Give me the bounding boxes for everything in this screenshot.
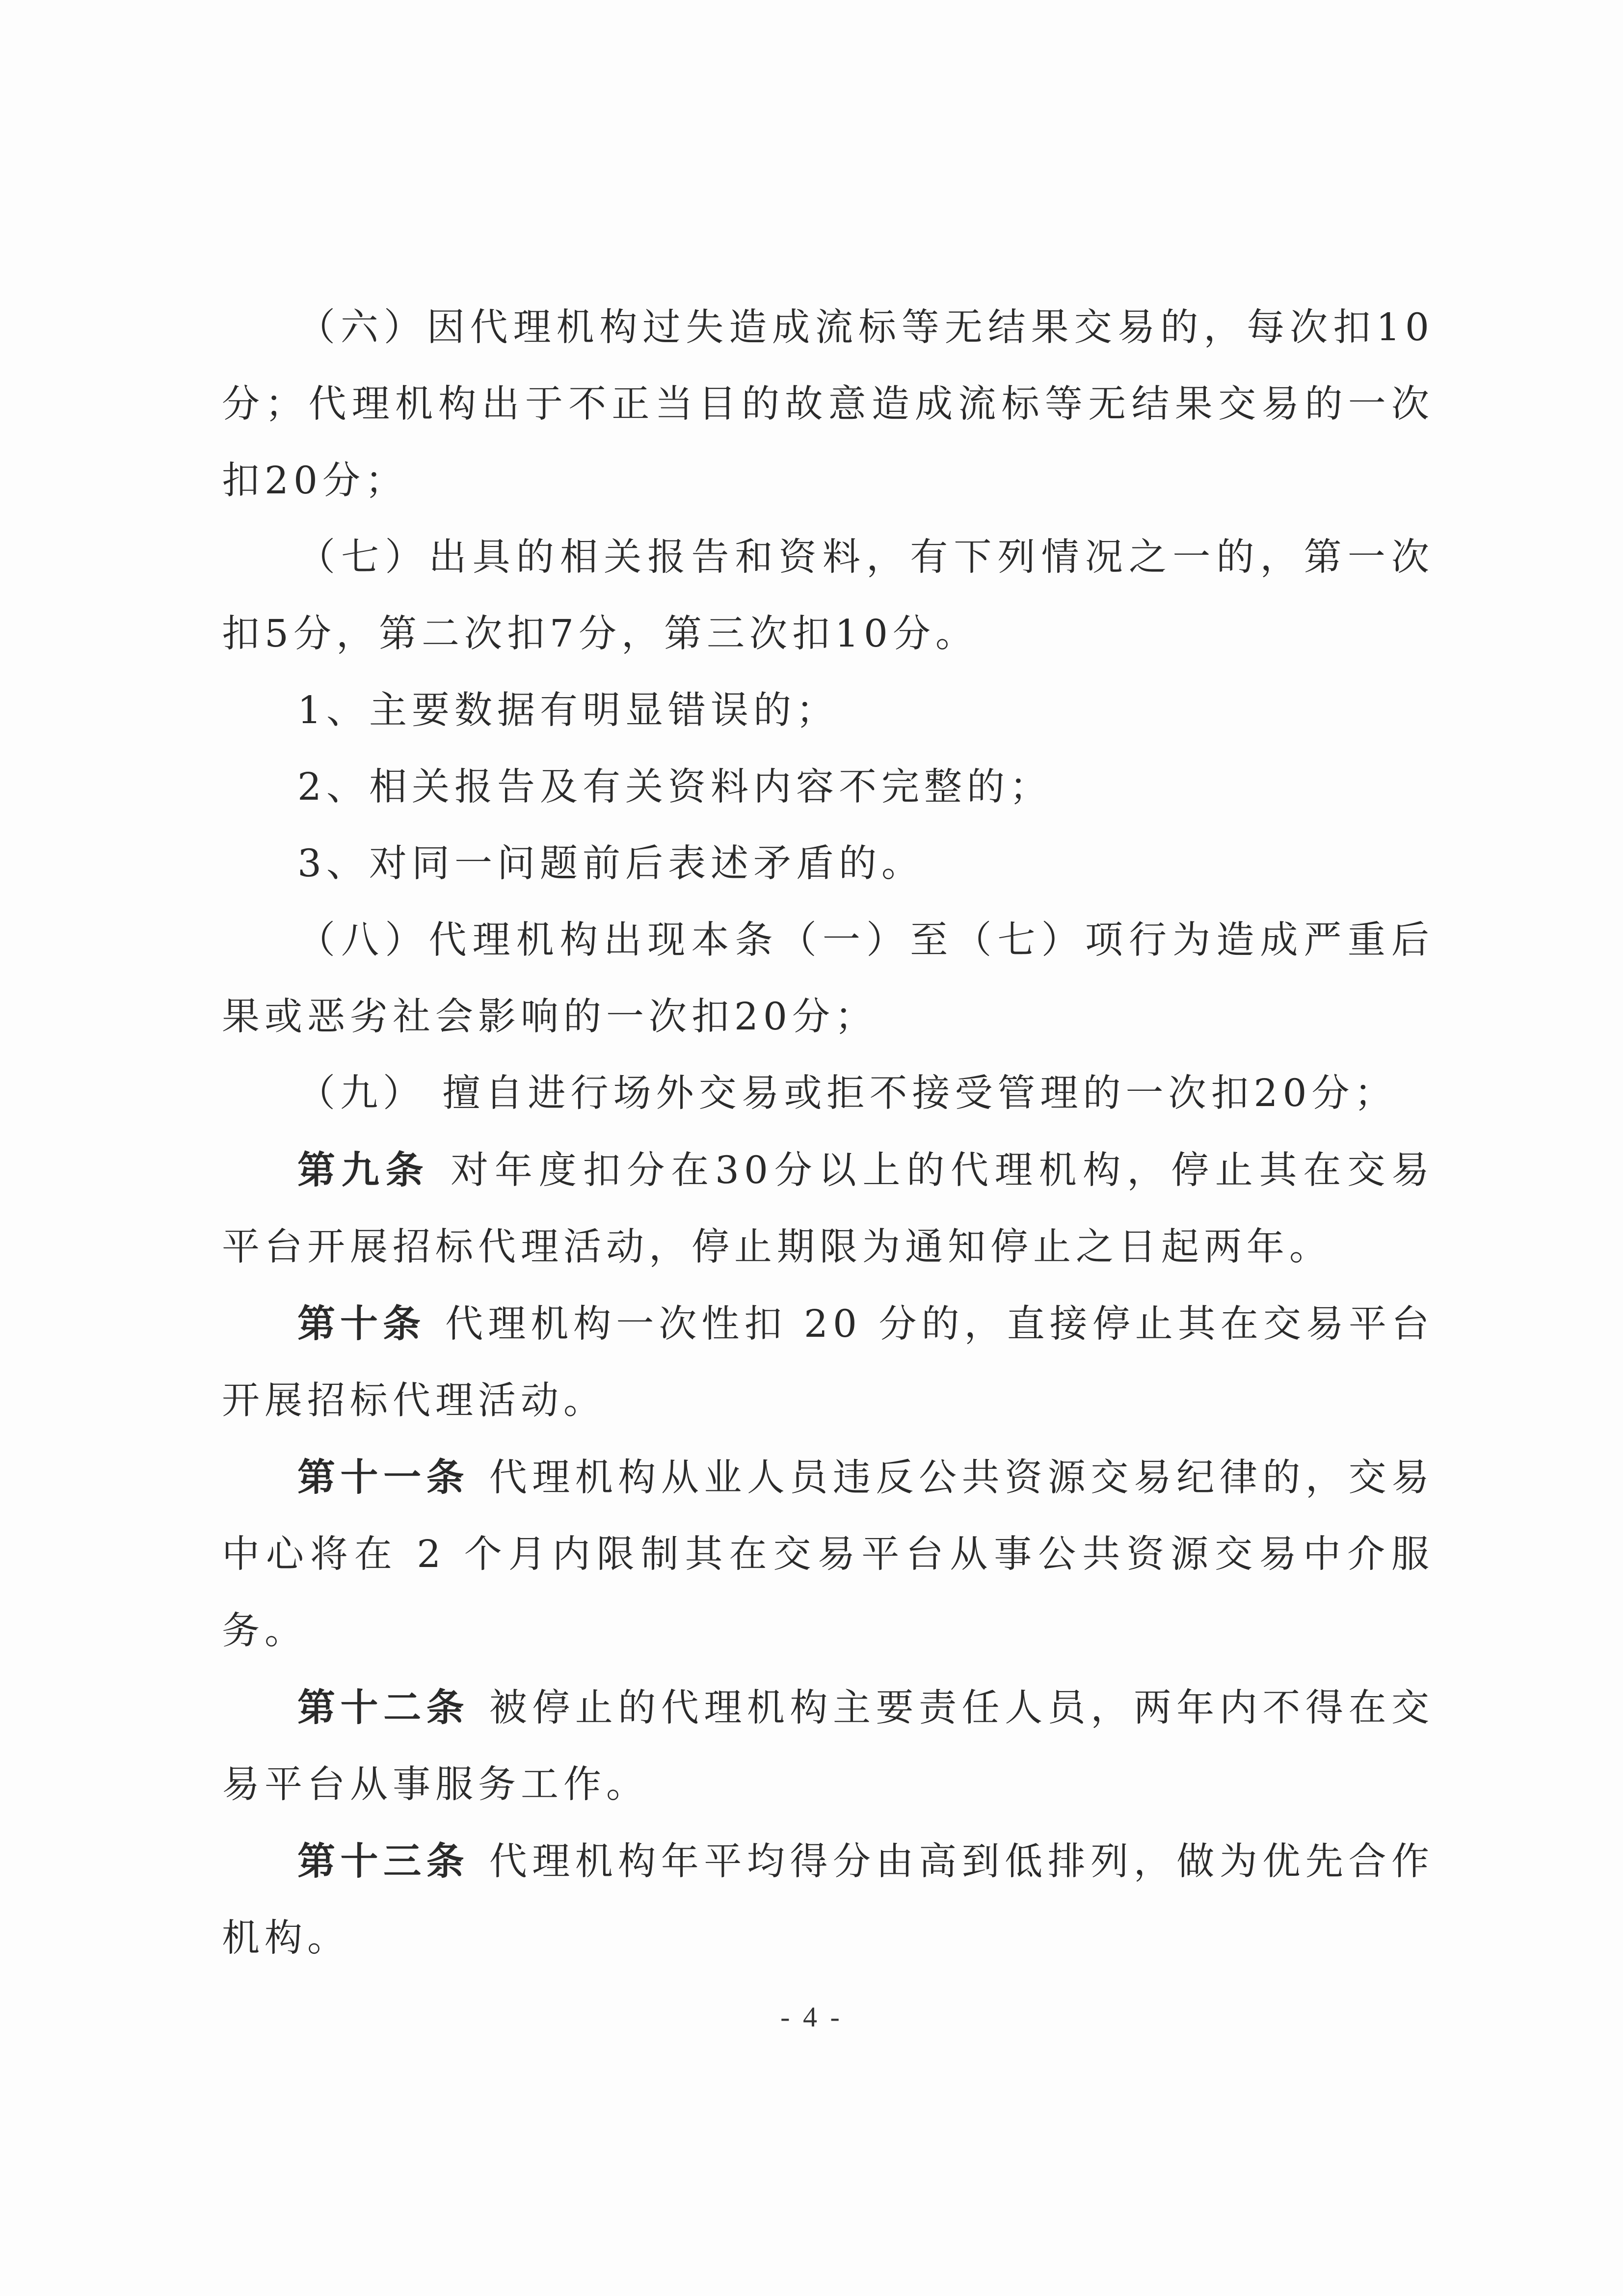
article-12-title: 第十二条 <box>297 1686 470 1730</box>
article-13 <box>222 1823 1434 1977</box>
article-12 <box>222 1670 1434 1823</box>
document-body <box>222 290 1434 1977</box>
article-13-title: 第十三条 <box>297 1839 470 1884</box>
article-9-text: 对年度扣分在30分以上的代理机构，停止其在交易平台开展招标代理活动，停止期限为通知停止之日起两年。 <box>222 1149 1434 1269</box>
article-11-text: 代理机构从业人员违反公共资源交易纪律的，交易中心将在 2 个月内限制其在交易平台从事公共资源交易中介服务。 <box>222 1456 1435 1653</box>
article-11 <box>222 1439 1434 1670</box>
article-9 <box>222 1132 1434 1286</box>
paragraph-item-9: （九） 擅自进行场外交易或拒不接受管理的一次扣20分； <box>297 1072 1397 1115</box>
article-10-title: 第十条 <box>297 1302 426 1346</box>
paragraph-item-6: （六）因代理机构过失造成流标等无结果交易的，每次扣10分；代理机构出于不正当目的故意造成流标等无结果交易的一次扣20分； <box>222 306 1434 503</box>
article-10-text: 代理机构一次性扣 20 分的，直接停止其在交易平台开展招标代理活动。 <box>222 1302 1434 1423</box>
paragraph-item-7: （七）出具的相关报告和资料，有下列情况之一的，第一次扣5分，第二次扣7分，第三次扣10分。 <box>222 536 1434 656</box>
list-item-7-2: 2、相关报告及有关资料内容不完整的； <box>297 765 1052 809</box>
list-item-7-1: 1、主要数据有明显错误的； <box>297 689 839 732</box>
article-9-title: 第九条 <box>297 1148 430 1192</box>
article-12-text: 被停止的代理机构主要责任人员，两年内不得在交易平台从事服务工作。 <box>222 1686 1435 1807</box>
article-10 <box>222 1286 1434 1439</box>
article-11-title: 第十一条 <box>297 1456 470 1500</box>
paragraph-item-8: （八）代理机构出现本条（一）至（七）项行为造成严重后果或恶劣社会影响的一次扣20分； <box>222 918 1434 1039</box>
page-number: - 4 - <box>780 2001 843 2033</box>
list-item-7-3: 3、对同一问题前后表述矛盾的。 <box>297 842 924 886</box>
article-13-text: 代理机构年平均得分由高到低排列，做为优先合作机构。 <box>222 1840 1435 1960</box>
